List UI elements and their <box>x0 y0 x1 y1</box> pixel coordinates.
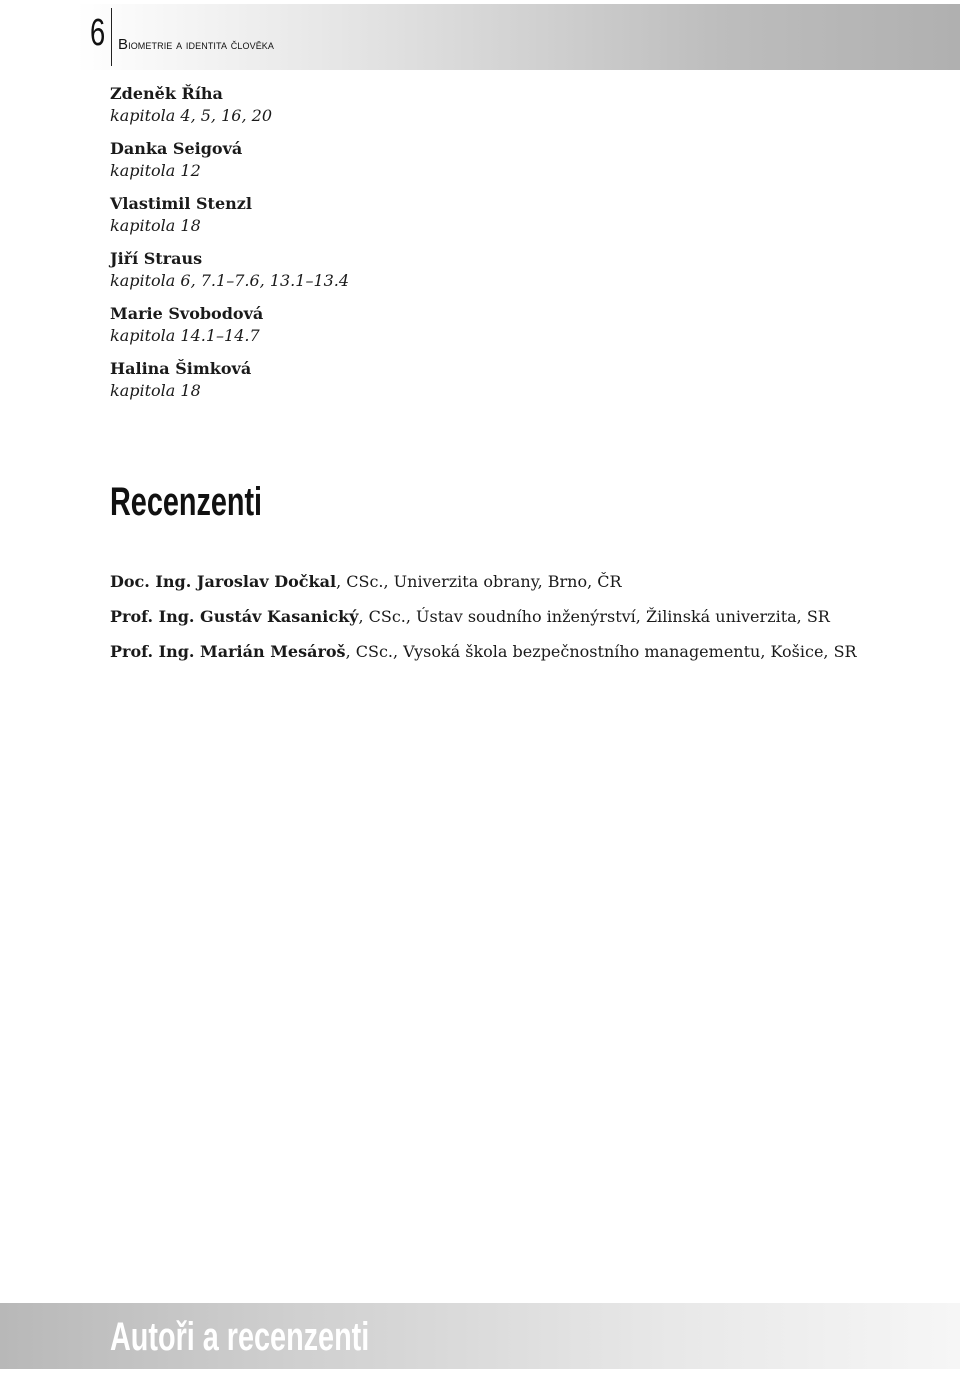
author-entry <box>110 83 910 127</box>
reviewer-affiliation: , Vysoká škola bezpečnostního managementu, Košice, SR <box>392 642 857 661</box>
reviewers-list <box>110 571 950 676</box>
page-header <box>0 4 960 70</box>
author-name: Jiří Straus <box>110 249 203 268</box>
author-name: Halina Šimková <box>110 359 252 378</box>
reviewer-title-suffix: , CSc. <box>358 607 406 626</box>
author-name: Vlastimil Stenzl <box>110 194 252 213</box>
reviewer-entry <box>110 606 950 628</box>
header-divider <box>111 8 112 66</box>
reviewer-title-suffix: , CSc. <box>345 642 393 661</box>
reviewer-name: Doc. Ing. Jaroslav Dočkal <box>110 572 337 591</box>
author-entry <box>110 303 910 347</box>
author-entry <box>110 248 910 292</box>
author-entry <box>110 193 910 237</box>
reviewer-entry <box>110 571 950 593</box>
reviewer-name: Prof. Ing. Marián Mesároš <box>110 642 346 661</box>
reviewers-heading: Recenzenti <box>110 480 263 524</box>
author-chapters: kapitola 6, 7.1–7.6, 13.1–13.4 <box>110 271 350 290</box>
author-name: Danka Seigová <box>110 139 243 158</box>
author-entry <box>110 358 910 402</box>
reviewer-entry <box>110 641 950 663</box>
chapter-title: Autoři a recenzenti <box>110 1315 370 1359</box>
page-number: 6 <box>90 12 106 54</box>
author-chapters: kapitola 4, 5, 16, 20 <box>110 106 272 125</box>
reviewer-name: Prof. Ing. Gustáv Kasanický <box>110 607 359 626</box>
reviewer-affiliation: , Ústav soudního inženýrství, Žilinská univerzita, SR <box>405 607 830 626</box>
authors-list <box>110 83 910 413</box>
reviewer-title-suffix: , CSc. <box>336 572 384 591</box>
author-name: Zdeněk Říha <box>110 84 223 103</box>
reviewer-affiliation: , Univerzita obrany, Brno, ČR <box>383 572 622 591</box>
author-chapters: kapitola 18 <box>110 381 201 400</box>
author-chapters: kapitola 18 <box>110 216 201 235</box>
author-entry <box>110 138 910 182</box>
author-chapters: kapitola 14.1–14.7 <box>110 326 260 345</box>
author-chapters: kapitola 12 <box>110 161 201 180</box>
running-title: Biometrie a identita člověka <box>118 36 274 53</box>
author-name: Marie Svobodová <box>110 304 264 323</box>
chapter-footer-banner <box>0 1303 960 1369</box>
